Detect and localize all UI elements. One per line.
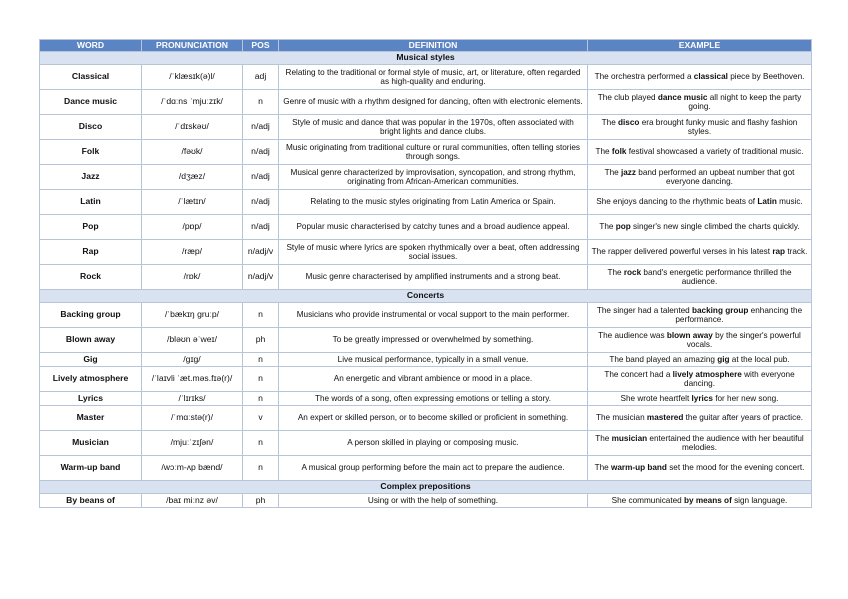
header-pronunciation: PRONUNCIATION: [142, 40, 243, 52]
example-cell: [588, 392, 812, 406]
example-keyword: pop: [615, 222, 631, 232]
table-row: [40, 90, 812, 115]
pronunciation-cell: /ɡɪɡ/: [142, 353, 243, 367]
pos-cell: n: [243, 456, 279, 481]
example-cell: [588, 367, 812, 392]
definition-cell: Genre of music with a rhythm designed for dancing, often with electronic elements.: [279, 90, 588, 115]
word-cell: Lively atmosphere: [40, 367, 142, 392]
word-cell: Jazz: [40, 165, 142, 190]
definition-cell: Style of music and dance that was popular in the 1970s, often associated with bright lights and dance clubs.: [279, 115, 588, 140]
definition-cell: Music genre characterised by amplified instruments and a strong beat.: [279, 265, 588, 290]
example-text-pre: She communicated: [611, 495, 685, 505]
example-text-pre: The: [595, 147, 612, 157]
example-cell: [588, 406, 812, 431]
example-cell: [588, 115, 812, 140]
example-keyword: rock: [623, 267, 642, 277]
example-text-pre: The: [595, 433, 612, 443]
definition-cell: A person skilled in playing or composing music.: [279, 431, 588, 456]
example-cell: [588, 456, 812, 481]
section-title: Complex prepositions: [40, 481, 812, 494]
table-row: [40, 303, 812, 328]
example-text-pre: The: [594, 463, 611, 473]
table-row: [40, 456, 812, 481]
example-text-post: track.: [785, 247, 808, 257]
pos-cell: n/adj: [243, 215, 279, 240]
example-cell: [588, 353, 812, 367]
pronunciation-cell: /ˈdɑːns ˈmjuːzɪk/: [142, 90, 243, 115]
definition-cell: Musicians who provide instrumental or vocal support to the main performer.: [279, 303, 588, 328]
table-row: [40, 265, 812, 290]
header-word: WORD: [40, 40, 142, 52]
example-text-pre: The audience was: [598, 330, 667, 340]
example-keyword: warm-up band: [610, 463, 667, 473]
definition-cell: The words of a song, often expressing emotions or telling a story.: [279, 392, 588, 406]
example-text-post: for her new song.: [712, 393, 779, 403]
example-keyword: dance music: [657, 92, 708, 102]
header-definition: DEFINITION: [279, 40, 588, 52]
example-text-post: with everyone dancing.: [684, 369, 795, 388]
example-text-post: singer's new single climbed the charts quickly.: [630, 222, 800, 232]
example-keyword: backing group: [692, 305, 749, 315]
pronunciation-cell: /rɒk/: [142, 265, 243, 290]
example-text-post: set the mood for the evening concert.: [666, 463, 805, 473]
table-row: [40, 65, 812, 90]
example-keyword: gig: [717, 354, 730, 364]
example-text-pre: The orchestra performed a: [594, 72, 694, 82]
header-pos: POS: [243, 40, 279, 52]
pos-cell: n: [243, 392, 279, 406]
definition-cell: Relating to the traditional or formal style of music, art, or literature, often regarded as high-quality and enduring.: [279, 65, 588, 90]
table-row: [40, 328, 812, 353]
example-text-post: band performed an upbeat number that got everyone dancing.: [636, 167, 795, 186]
word-cell: Disco: [40, 115, 142, 140]
example-cell: [588, 90, 812, 115]
pronunciation-cell: /dʒæz/: [142, 165, 243, 190]
example-keyword: lively atmosphere: [672, 369, 742, 379]
pronunciation-cell: /mjuːˈzɪʃən/: [142, 431, 243, 456]
example-text-pre: She wrote heartfelt: [620, 393, 692, 403]
example-text-pre: The concert had a: [604, 369, 673, 379]
example-text-pre: The: [599, 222, 616, 232]
example-text-post: by the singer's powerful vocals.: [686, 330, 801, 349]
pos-cell: ph: [243, 494, 279, 508]
example-keyword: mastered: [646, 413, 684, 423]
definition-cell: Relating to the music styles originating from Latin America or Spain.: [279, 190, 588, 215]
word-cell: By beans of: [40, 494, 142, 508]
table-row: [40, 140, 812, 165]
table-row: [40, 431, 812, 456]
word-cell: Rap: [40, 240, 142, 265]
example-keyword: by means of: [684, 495, 732, 505]
word-cell: Folk: [40, 140, 142, 165]
word-cell: Classical: [40, 65, 142, 90]
pos-cell: n/adj/v: [243, 265, 279, 290]
pronunciation-cell: /ˈlaɪvli ˈæt.məs.fɪə(r)/: [142, 367, 243, 392]
example-keyword: disco: [618, 117, 640, 127]
example-text-pre: She enjoys dancing to the rhythmic beats of: [596, 197, 758, 207]
definition-cell: Musical genre characterized by improvisation, syncopation, and strong rhythm, originating from African-American communities.: [279, 165, 588, 190]
definition-cell: Style of music where lyrics are spoken rhythmically over a beat, often addressing social issues.: [279, 240, 588, 265]
definition-cell: To be greatly impressed or overwhelmed by something.: [279, 328, 588, 353]
section-title: Musical styles: [40, 52, 812, 65]
example-cell: [588, 65, 812, 90]
example-text-pre: The rapper delivered powerful verses in his latest: [591, 247, 773, 257]
example-text-pre: The musician: [595, 413, 647, 423]
table-row: [40, 367, 812, 392]
word-cell: Latin: [40, 190, 142, 215]
section-header-row: [40, 290, 812, 303]
word-cell: Dance music: [40, 90, 142, 115]
pronunciation-cell: /ˈlætɪn/: [142, 190, 243, 215]
example-cell: [588, 240, 812, 265]
example-cell: [588, 190, 812, 215]
pronunciation-cell: /ˈmɑːstə(r)/: [142, 406, 243, 431]
pronunciation-cell: /pɒp/: [142, 215, 243, 240]
table-row: [40, 406, 812, 431]
header-example: EXAMPLE: [588, 40, 812, 52]
definition-cell: Popular music characterised by catchy tunes and a broad audience appeal.: [279, 215, 588, 240]
example-text-post: sign language.: [731, 495, 788, 505]
example-keyword: blown away: [666, 330, 713, 340]
example-keyword: classical: [693, 72, 728, 82]
example-cell: [588, 140, 812, 165]
example-keyword: musician: [611, 433, 648, 443]
word-cell: Blown away: [40, 328, 142, 353]
table-row: [40, 165, 812, 190]
example-text-post: enhancing the performance.: [675, 305, 803, 324]
word-cell: Musician: [40, 431, 142, 456]
section-header-row: [40, 481, 812, 494]
example-text-post: at the local pub.: [729, 354, 790, 364]
pos-cell: n/adj/v: [243, 240, 279, 265]
example-text-post: era brought funky music and flashy fashion styles.: [639, 117, 798, 136]
example-text-pre: The band played an amazing: [609, 354, 718, 364]
example-cell: [588, 215, 812, 240]
pos-cell: n: [243, 303, 279, 328]
table-row: [40, 240, 812, 265]
pronunciation-cell: /bləʊn əˈweɪ/: [142, 328, 243, 353]
word-cell: Warm-up band: [40, 456, 142, 481]
pos-cell: n: [243, 90, 279, 115]
example-keyword: jazz: [620, 167, 636, 177]
example-cell: [588, 431, 812, 456]
pronunciation-cell: /ræp/: [142, 240, 243, 265]
example-text-pre: The singer had a talented: [596, 305, 692, 315]
example-cell: [588, 328, 812, 353]
example-text-post: piece by Beethoven.: [727, 72, 805, 82]
example-cell: [588, 265, 812, 290]
definition-cell: Music originating from traditional culture or rural communities, often telling stories through songs.: [279, 140, 588, 165]
example-text-post: band's energetic performance thrilled the audience.: [641, 267, 792, 286]
example-keyword: lyrics: [691, 393, 713, 403]
table-row: [40, 115, 812, 140]
table-row: [40, 353, 812, 367]
definition-cell: A musical group performing before the main act to prepare the audience.: [279, 456, 588, 481]
pronunciation-cell: /wɔːm-ʌp bænd/: [142, 456, 243, 481]
pronunciation-cell: /ˈbækɪŋ ɡruːp/: [142, 303, 243, 328]
definition-cell: An expert or skilled person, or to become skilled or proficient in something.: [279, 406, 588, 431]
example-cell: [588, 494, 812, 508]
example-text-post: festival showcased a variety of traditional music.: [626, 147, 804, 157]
pos-cell: n/adj: [243, 140, 279, 165]
example-keyword: folk: [611, 147, 627, 157]
pos-cell: adj: [243, 65, 279, 90]
header-row: [40, 40, 812, 52]
example-text-pre: The: [604, 167, 621, 177]
pronunciation-cell: /ˈklæsɪk(ə)l/: [142, 65, 243, 90]
example-keyword: rap: [772, 247, 786, 257]
table-row: [40, 392, 812, 406]
definition-cell: Using or with the help of something.: [279, 494, 588, 508]
example-text-pre: The: [601, 117, 619, 127]
word-cell: Lyrics: [40, 392, 142, 406]
definition-cell: Live musical performance, typically in a small venue.: [279, 353, 588, 367]
definition-cell: An energetic and vibrant ambience or mood in a place.: [279, 367, 588, 392]
pronunciation-cell: /ˈlɪrɪks/: [142, 392, 243, 406]
word-cell: Master: [40, 406, 142, 431]
example-keyword: Latin: [757, 197, 777, 207]
example-text-post: the guitar after years of practice.: [683, 413, 804, 423]
pos-cell: n: [243, 431, 279, 456]
pos-cell: ph: [243, 328, 279, 353]
pos-cell: n: [243, 367, 279, 392]
section-title: Concerts: [40, 290, 812, 303]
example-text-pre: The: [607, 267, 624, 277]
table-row: [40, 215, 812, 240]
word-cell: Backing group: [40, 303, 142, 328]
pos-cell: n: [243, 353, 279, 367]
example-text-post: music.: [776, 197, 803, 207]
example-text-pre: The club played: [597, 92, 658, 102]
word-cell: Rock: [40, 265, 142, 290]
word-cell: Pop: [40, 215, 142, 240]
pos-cell: n/adj: [243, 165, 279, 190]
table-row: [40, 190, 812, 215]
pronunciation-cell: /ˈdɪskəʊ/: [142, 115, 243, 140]
example-text-post: all night to keep the party going.: [688, 92, 802, 111]
example-text-post: entertained the audience with her beautiful melodies.: [647, 433, 804, 452]
pos-cell: v: [243, 406, 279, 431]
example-cell: [588, 303, 812, 328]
pos-cell: n/adj: [243, 115, 279, 140]
table-row: [40, 494, 812, 508]
example-cell: [588, 165, 812, 190]
pronunciation-cell: /fəʊk/: [142, 140, 243, 165]
pos-cell: n/adj: [243, 190, 279, 215]
vocabulary-table: [39, 39, 812, 508]
pronunciation-cell: /baɪ miːnz əv/: [142, 494, 243, 508]
table-body: [40, 52, 812, 508]
section-header-row: [40, 52, 812, 65]
word-cell: Gig: [40, 353, 142, 367]
